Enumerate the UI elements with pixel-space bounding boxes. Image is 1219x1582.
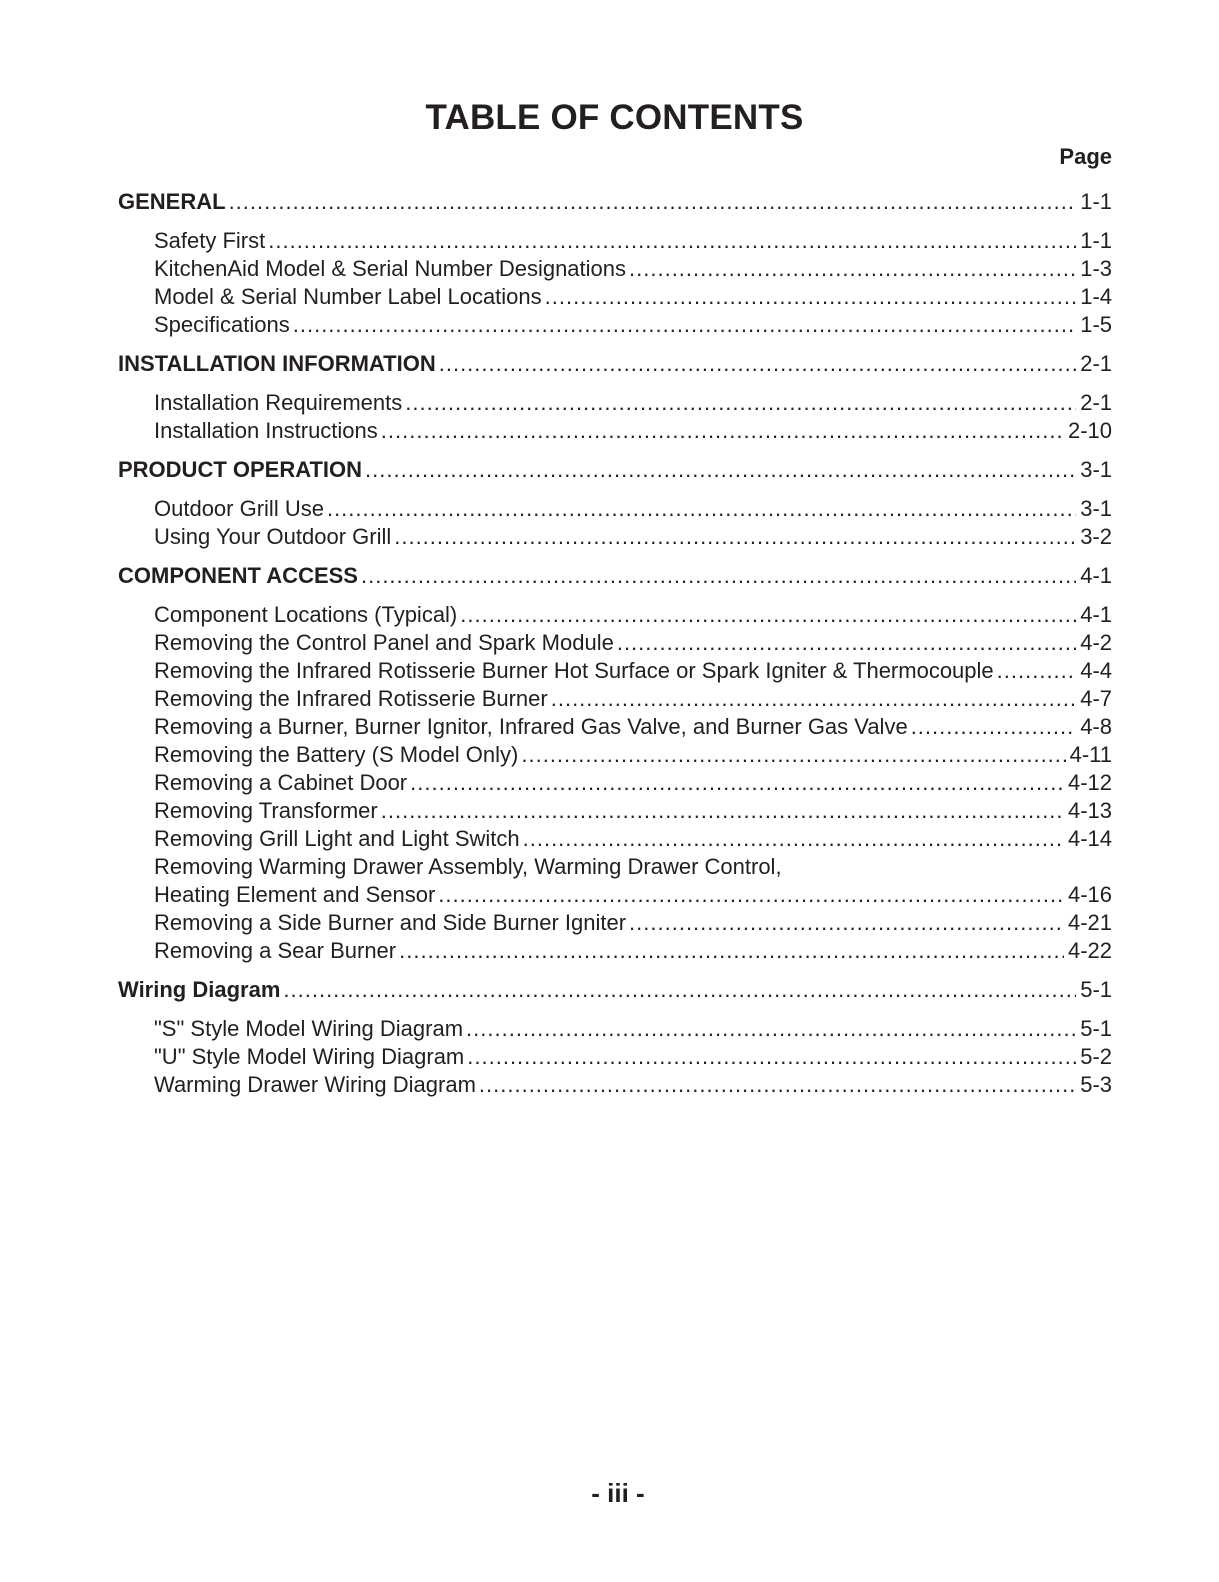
toc-page-number: 2-10: [1067, 418, 1112, 443]
toc-entry[interactable]: [118, 495, 1112, 523]
toc-entry[interactable]: [118, 417, 1112, 445]
toc-page-number: 4-11: [1069, 742, 1112, 767]
toc-page-number: 1-1: [1080, 189, 1112, 214]
toc-entry-label: KitchenAid Model & Serial Number Designations: [154, 256, 627, 281]
toc-entry-label: Specifications: [154, 312, 290, 337]
toc-page-number: 1-5: [1080, 312, 1112, 337]
toc-entry-label: Removing Warming Drawer Assembly, Warming Drawer Control,: [154, 854, 782, 879]
toc-section: [118, 456, 1112, 551]
page-column-header: Page: [1059, 144, 1112, 169]
dot-leader: [466, 1015, 1076, 1043]
toc-entry-label: Installation Requirements: [154, 390, 403, 415]
table-of-contents: [118, 188, 1112, 1110]
toc-entry[interactable]: [118, 1015, 1112, 1043]
toc-entry-label: Removing a Sear Burner: [154, 938, 397, 963]
toc-page-number: 1-4: [1080, 284, 1112, 309]
toc-page-number: 4-12: [1067, 770, 1112, 795]
dot-leader: [405, 389, 1076, 417]
toc-entry[interactable]: [118, 825, 1112, 853]
toc-page-number: 4-7: [1080, 686, 1112, 711]
dot-leader: [268, 227, 1076, 255]
dot-leader: [293, 311, 1076, 339]
toc-page-number: 2-1: [1080, 351, 1112, 376]
dot-leader: [438, 881, 1064, 909]
dot-leader: [365, 456, 1076, 484]
toc-page-number: 4-13: [1067, 798, 1112, 823]
dot-leader: [283, 976, 1076, 1004]
toc-entry-label: Removing the Infrared Rotisserie Burner Hot Surface or Spark Igniter & Thermocouple: [154, 658, 994, 683]
toc-entry-label: Removing Grill Light and Light Switch: [154, 826, 520, 851]
toc-page-number: 5-3: [1080, 1072, 1112, 1097]
dot-leader: [399, 937, 1064, 965]
toc-heading-label: GENERAL: [118, 189, 226, 214]
toc-entry-continued[interactable]: [118, 853, 1112, 881]
toc-entry-label: Safety First: [154, 228, 266, 253]
toc-entry[interactable]: [118, 389, 1112, 417]
toc-entry[interactable]: [118, 937, 1112, 965]
toc-page-number: 4-22: [1067, 938, 1112, 963]
dot-leader: [551, 685, 1076, 713]
toc-entry-label: Heating Element and Sensor: [154, 882, 436, 907]
toc-entry[interactable]: [118, 685, 1112, 713]
dot-leader: [479, 1071, 1076, 1099]
dot-leader: [997, 657, 1077, 685]
toc-page-number: 4-8: [1080, 714, 1112, 739]
toc-page-number: 4-2: [1080, 630, 1112, 655]
dot-leader: [410, 769, 1064, 797]
dot-leader: [521, 741, 1065, 769]
toc-heading-label: PRODUCT OPERATION: [118, 457, 363, 482]
toc-page-number: 5-1: [1080, 1016, 1112, 1041]
toc-page-number: 5-1: [1080, 977, 1112, 1002]
toc-page-number: 4-14: [1067, 826, 1112, 851]
toc-page-number: 4-16: [1067, 882, 1112, 907]
toc-page-number: 4-21: [1067, 910, 1112, 935]
toc-entry-label: Removing the Infrared Rotisserie Burner: [154, 686, 548, 711]
toc-page-number: 1-3: [1080, 256, 1112, 281]
toc-heading-label: INSTALLATION INFORMATION: [118, 351, 436, 376]
toc-entry[interactable]: [118, 797, 1112, 825]
toc-section-heading[interactable]: [118, 976, 1112, 1004]
dot-leader: [460, 601, 1076, 629]
toc-entry[interactable]: [118, 1043, 1112, 1071]
toc-page-number: 4-1: [1080, 602, 1112, 627]
dot-leader: [381, 417, 1064, 445]
toc-entry-label: Component Locations (Typical): [154, 602, 458, 627]
page-number-footer: - iii -: [591, 1478, 645, 1508]
toc-section: [118, 188, 1112, 339]
toc-entry-label: Removing a Burner, Burner Ignitor, Infrared Gas Valve, and Burner Gas Valve: [154, 714, 908, 739]
toc-section: [118, 350, 1112, 445]
dot-leader: [467, 1043, 1076, 1071]
toc-entry-label: Using Your Outdoor Grill: [154, 524, 392, 549]
dot-leader: [394, 523, 1076, 551]
toc-page-number: 5-2: [1080, 1044, 1112, 1069]
page-title: TABLE OF CONTENTS: [425, 98, 804, 137]
toc-entry[interactable]: [118, 909, 1112, 937]
toc-entry[interactable]: [118, 255, 1112, 283]
toc-entry[interactable]: [118, 311, 1112, 339]
dot-leader: [523, 825, 1064, 853]
toc-entry-label: "U" Style Model Wiring Diagram: [154, 1044, 465, 1069]
toc-section-heading[interactable]: [118, 188, 1112, 216]
toc-entry-label: Installation Instructions: [154, 418, 378, 443]
toc-entry[interactable]: [118, 741, 1112, 769]
toc-section-heading[interactable]: [118, 456, 1112, 484]
toc-section: [118, 562, 1112, 965]
toc-heading-label: COMPONENT ACCESS: [118, 563, 358, 588]
toc-page-number: 3-1: [1080, 457, 1112, 482]
toc-section-heading[interactable]: [118, 562, 1112, 590]
toc-entry-label: Removing the Control Panel and Spark Module: [154, 630, 614, 655]
toc-page-number: 1-1: [1080, 228, 1112, 253]
dot-leader: [229, 188, 1077, 216]
toc-entry-label: Removing Transformer: [154, 798, 378, 823]
toc-entry-label: Removing a Cabinet Door: [154, 770, 408, 795]
dot-leader: [629, 255, 1076, 283]
dot-leader: [617, 629, 1076, 657]
toc-entry-label: Removing a Side Burner and Side Burner Igniter: [154, 910, 627, 935]
dot-leader: [911, 713, 1077, 741]
dot-leader: [381, 797, 1064, 825]
toc-entry-label: Outdoor Grill Use: [154, 496, 324, 521]
toc-page-number: 3-1: [1080, 496, 1112, 521]
toc-section: [118, 976, 1112, 1099]
toc-entry[interactable]: [118, 227, 1112, 255]
toc-entry-label: Warming Drawer Wiring Diagram: [154, 1072, 476, 1097]
dot-leader: [327, 495, 1076, 523]
toc-page-number: 4-4: [1080, 658, 1112, 683]
dot-leader: [629, 909, 1064, 937]
toc-entry[interactable]: [118, 601, 1112, 629]
toc-page-number: 4-1: [1080, 563, 1112, 588]
toc-section-heading[interactable]: [118, 350, 1112, 378]
dot-leader: [545, 283, 1077, 311]
toc-heading-label: Wiring Diagram: [118, 977, 281, 1002]
toc-page-number: 2-1: [1080, 390, 1112, 415]
toc-entry[interactable]: [118, 657, 1112, 685]
toc-page-number: 3-2: [1080, 524, 1112, 549]
toc-entry[interactable]: [118, 713, 1112, 741]
toc-entry[interactable]: [118, 283, 1112, 311]
toc-entry-label: "S" Style Model Wiring Diagram: [154, 1016, 464, 1041]
dot-leader: [439, 350, 1076, 378]
toc-entry[interactable]: [118, 1071, 1112, 1099]
toc-entry-label: Model & Serial Number Label Locations: [154, 284, 542, 309]
toc-entry-label: Removing the Battery (S Model Only): [154, 742, 519, 767]
toc-entry[interactable]: [118, 629, 1112, 657]
toc-entry[interactable]: [118, 881, 1112, 909]
dot-leader: [361, 562, 1076, 590]
toc-entry[interactable]: [118, 523, 1112, 551]
toc-entry[interactable]: [118, 769, 1112, 797]
